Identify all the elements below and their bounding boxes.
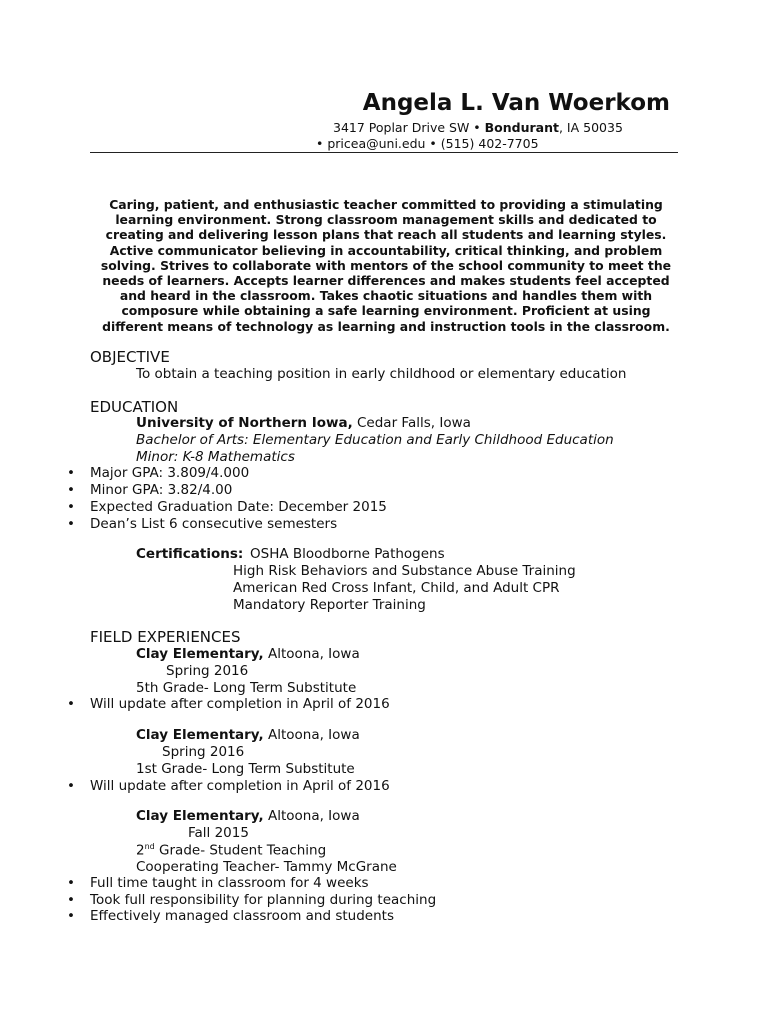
list-item-text: Full time taught in classroom for 4 weeks (90, 875, 369, 891)
experience-role (136, 842, 326, 859)
experience-location: Altoona, Iowa (263, 646, 360, 662)
experience-school-line (136, 727, 360, 743)
list-item (67, 875, 369, 891)
list-item-text: Expected Graduation Date: December 2015 (90, 499, 387, 515)
objective-text: To obtain a teaching position in early childhood or elementary education (136, 366, 627, 382)
certification-item: OSHA Bloodborne Pathogens (250, 546, 445, 562)
experience-location: Altoona, Iowa (263, 808, 360, 824)
field-experiences-heading: FIELD EXPERIENCES (90, 628, 241, 646)
experience-school: Clay Elementary, (136, 808, 264, 824)
objective-heading: OBJECTIVE (90, 348, 170, 366)
experience-role: 1st Grade- Long Term Substitute (136, 761, 355, 777)
bullet-dot: • (67, 875, 75, 891)
experience-term: Spring 2016 (166, 663, 249, 679)
bullet-dot: • (67, 778, 75, 794)
street-address: 3417 Poplar Drive SW • (333, 120, 485, 135)
city: Bondurant (484, 120, 559, 135)
bullet-dot: • (67, 892, 75, 908)
cooperating-teacher: Cooperating Teacher- Tammy McGrane (136, 859, 397, 875)
experience-role: 5th Grade- Long Term Substitute (136, 680, 357, 696)
bullet-dot: • (67, 465, 75, 481)
school-line (136, 415, 471, 431)
education-heading: EDUCATION (90, 398, 179, 416)
list-item (67, 499, 387, 515)
state-zip: , IA 50035 (558, 120, 623, 135)
list-item-text: Dean’s List 6 consecutive semesters (90, 516, 338, 532)
list-item (67, 465, 249, 481)
list-item-text: Took full responsibility for planning during teaching (90, 892, 437, 908)
bullet-dot: • (67, 516, 75, 532)
list-item-text: Effectively managed classroom and students (90, 908, 394, 924)
certification-item: American Red Cross Infant, Child, and Adult CPR (233, 580, 560, 596)
list-item (67, 516, 337, 532)
list-item (67, 908, 394, 924)
resume-name: Angela L. Van Woerkom (362, 90, 670, 116)
list-item (67, 482, 232, 498)
experience-location: Altoona, Iowa (263, 727, 360, 743)
certification-item: High Risk Behaviors and Substance Abuse Training (233, 563, 576, 579)
contact-line: • pricea@uni.edu • (515) 402-7705 (316, 136, 539, 151)
certifications-label: Certifications: (136, 546, 244, 562)
role-text: Grade- Student Teaching (154, 842, 327, 859)
experience-school-line (136, 808, 360, 824)
bullet-dot: • (67, 482, 75, 498)
list-item (67, 696, 390, 712)
header-divider (90, 152, 678, 153)
list-item-text: Will update after completion in April of 2016 (90, 778, 390, 794)
certification-item: Mandatory Reporter Training (233, 597, 426, 613)
experience-term: Spring 2016 (162, 744, 245, 760)
address-line (333, 120, 623, 135)
ordinal-suffix: nd (144, 842, 155, 851)
list-item (67, 892, 436, 908)
experience-term: Fall 2015 (188, 825, 249, 841)
grade-number: 2 (136, 842, 145, 859)
bullet-dot: • (67, 696, 75, 712)
list-item-text: Will update after completion in April of 2016 (90, 696, 390, 712)
experience-school-line (136, 646, 360, 662)
list-item (67, 778, 390, 794)
list-item-text: Major GPA: 3.809/4.000 (90, 465, 250, 481)
degree: Bachelor of Arts: Elementary Education and Early Childhood Education (136, 432, 614, 448)
bullet-dot: • (67, 499, 75, 515)
profile-summary: Caring, patient, and enthusiastic teacher committed to providing a stimulating learning environment. Strong classroom management skills and dedicated to creating and delivering lesson plans that reach all students and learning styles. Active communicator believing in accountability, critical thinking, and problem solving. Strives to collaborate with mentors of the school community to meet the needs of learners. Accepts learner differences and makes students feel accepted and heard in the classroom. Takes chaotic situations and handles them with composure while obtaining a safe learning environment. Proficient at using different means of technology as learning and instruction tools in the classroom. (100, 197, 672, 334)
experience-school: Clay Elementary, (136, 727, 264, 743)
bullet-dot: • (67, 908, 75, 924)
experience-school: Clay Elementary, (136, 646, 264, 662)
school-location: Cedar Falls, Iowa (352, 415, 471, 431)
list-item-text: Minor GPA: 3.82/4.00 (90, 482, 233, 498)
school-name: University of Northern Iowa, (136, 415, 353, 431)
minor: Minor: K-8 Mathematics (136, 449, 295, 465)
